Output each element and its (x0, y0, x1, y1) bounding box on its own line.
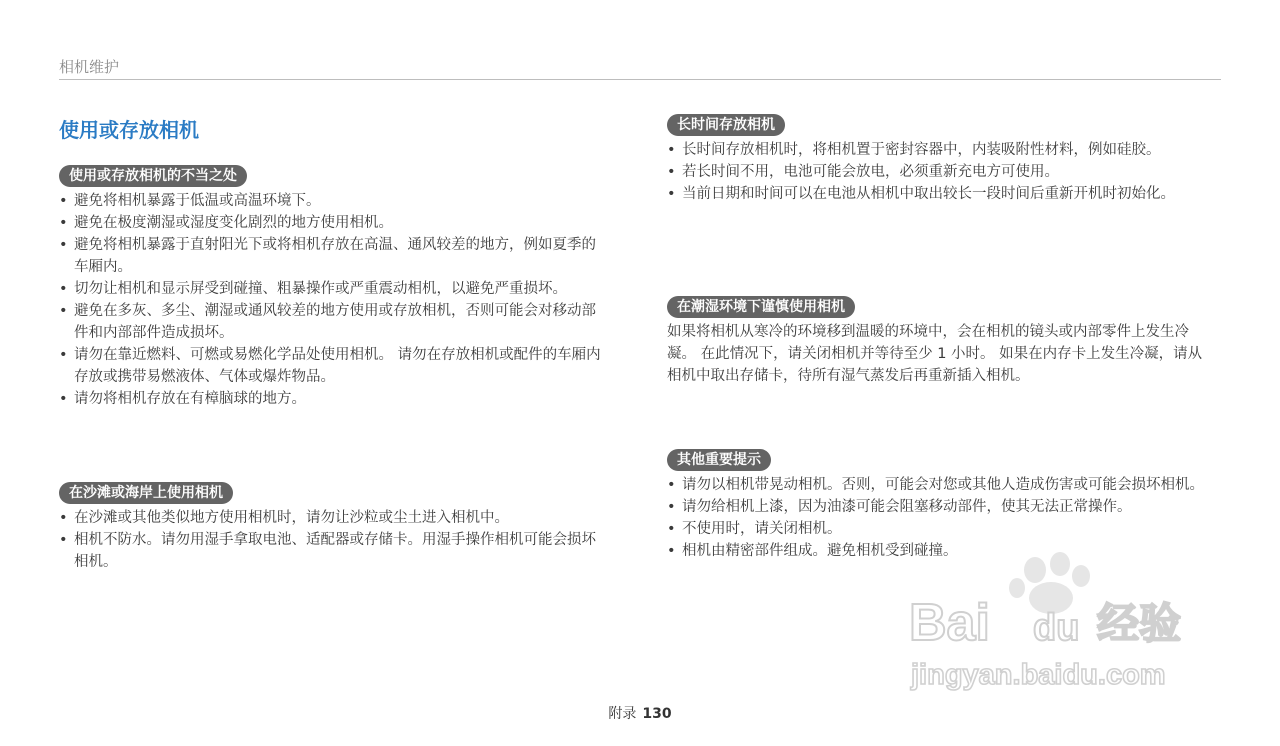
bullet-list (59, 507, 604, 573)
footer-label: 附录 (608, 706, 637, 722)
section-long-storage (667, 114, 1212, 205)
list-item: • 避免将相机暴露于低温或高温环境下。 (59, 190, 604, 212)
section-title-pill: 在潮湿环境下谨慎使用相机 (667, 296, 855, 318)
section-humid-environment (667, 296, 1212, 387)
list-item: • 相机由精密部件组成。避免相机受到碰撞。 (667, 540, 1212, 562)
watermark-brand-cn: 经验 (1097, 599, 1182, 648)
list-item: • 避免在多灰、多尘、潮湿或通风较差的地方使用或存放相机，否则可能会对移动部件和内部部件造成损坏。 (59, 300, 604, 344)
list-item: • 请勿将相机存放在有樟脑球的地方。 (59, 388, 604, 410)
list-item: • 在沙滩或其他类似地方使用相机时，请勿让沙粒或尘土进入相机中。 (59, 507, 604, 529)
section-beach-use (59, 482, 604, 573)
section-title-pill: 在沙滩或海岸上使用相机 (59, 482, 233, 504)
list-item: • 避免将相机暴露于直射阳光下或将相机存放在高温、通风较差的地方，例如夏季的车厢内。 (59, 234, 604, 278)
page-footer (0, 703, 1280, 723)
header-divider (59, 79, 1221, 80)
watermark-url: jingyan.baidu.com (911, 659, 1166, 691)
list-item: • 请勿在靠近燃料、可燃或易燃化学品处使用相机。 请勿在存放相机或配件的车厢内存放或携带易燃液体、气体或爆炸物品。 (59, 344, 604, 388)
section-other-notes (667, 449, 1212, 562)
list-item: • 请勿给相机上漆，因为油漆可能会阻塞移动部件，使其无法正常操作。 (667, 496, 1212, 518)
list-item: • 相机不防水。请勿用湿手拿取电池、适配器或存储卡。用湿手操作相机可能会损坏相机。 (59, 529, 604, 573)
list-item: • 切勿让相机和显示屏受到碰撞、粗暴操作或严重震动相机，以避免严重损坏。 (59, 278, 604, 300)
bullet-list (667, 139, 1212, 205)
list-item: • 若长时间不用，电池可能会放电，必须重新充电方可使用。 (667, 161, 1212, 183)
page-number: 130 (642, 706, 672, 722)
list-item: • 请勿以相机带晃动相机。否则，可能会对您或其他人造成伤害或可能会损坏相机。 (667, 474, 1212, 496)
running-header: 相机维护 (59, 58, 120, 76)
paw-icon (1009, 552, 1090, 614)
page-title: 使用或存放相机 (59, 118, 199, 142)
watermark-brand: Bai (909, 594, 990, 652)
section-title-pill: 长时间存放相机 (667, 114, 785, 136)
list-item: • 当前日期和时间可以在电池从相机中取出较长一段时间后重新开机时初始化。 (667, 183, 1212, 205)
list-item: • 不使用时，请关闭相机。 (667, 518, 1212, 540)
bullet-list (59, 190, 604, 410)
section-title-pill: 其他重要提示 (667, 449, 771, 471)
section-paragraph: 如果将相机从寒冷的环境移到温暖的环境中，会在相机的镜头或内部零件上发生冷凝。 在此情况下，请关闭相机并等待至少 1 小时。 如果在内存卡上发生冷凝，请从相机中取出存储卡，待所有湿气蒸发后再重新插入相机。 (667, 324, 1203, 384)
watermark-brand-du: du (1033, 607, 1080, 649)
section-improper-use (59, 165, 604, 410)
section-title-pill: 使用或存放相机的不当之处 (59, 165, 247, 187)
list-item: • 长时间存放相机时，将相机置于密封容器中，内装吸附性材料，例如硅胶。 (667, 139, 1212, 161)
baidu-jingyan-watermark (905, 548, 1205, 698)
list-item: • 避免在极度潮湿或湿度变化剧烈的地方使用相机。 (59, 212, 604, 234)
